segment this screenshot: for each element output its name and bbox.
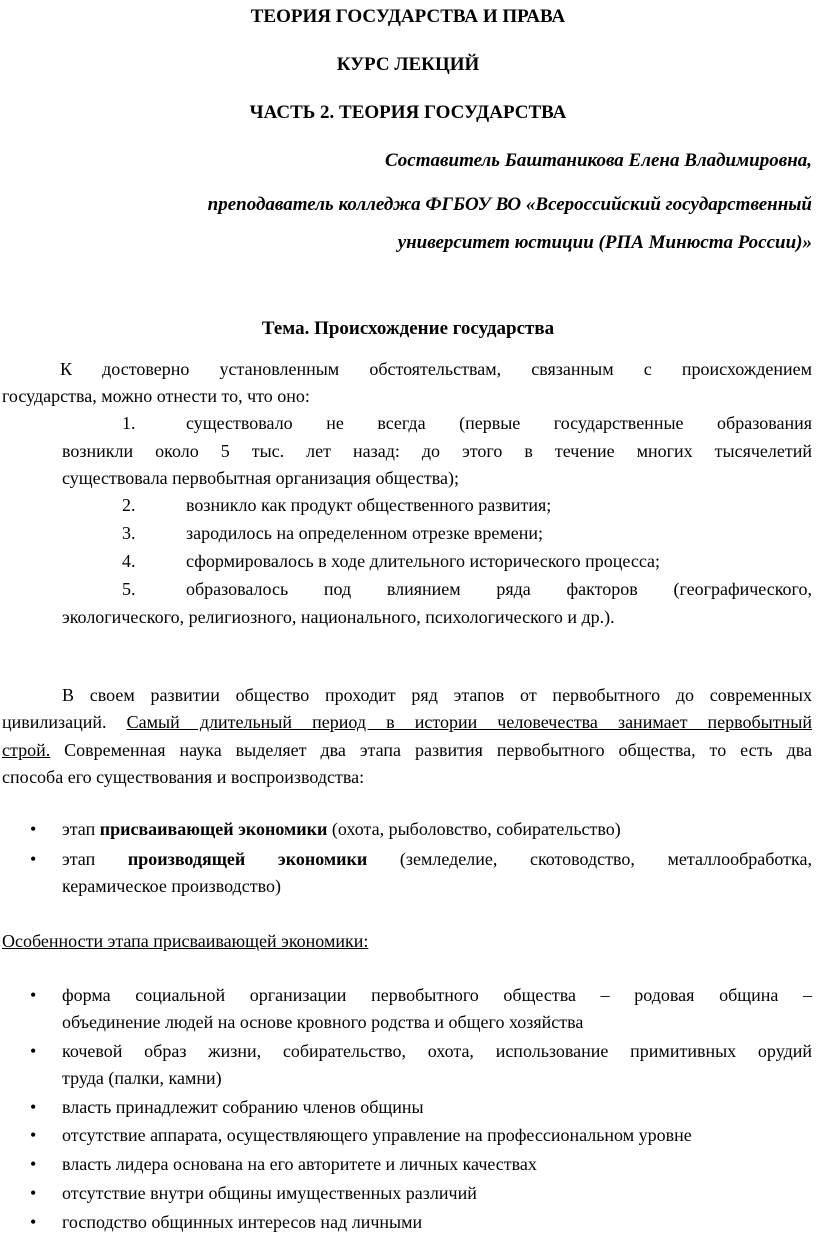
paragraph-text: цивилизаций. — [2, 712, 107, 732]
author-line-3: университет юстиции (РПА Минюста России)» — [397, 232, 812, 253]
list-item-text: существовало не всегда (первые государственные образования — [186, 413, 812, 433]
bullet-icon: • — [30, 1212, 37, 1232]
topic-heading: Тема. Происхождение государства — [261, 318, 555, 339]
list-item-text: образовалось под влиянием ряда факторов (географического, — [186, 579, 812, 599]
paragraph-line: В своем развитии общество проходит ряд этапов от первобытного до современных — [62, 685, 812, 705]
feature-item: кочевой образ жизни, собирательство, охота, использование примитивных орудий — [62, 1041, 812, 1061]
bullet-icon: • — [30, 1041, 37, 1061]
bullet-icon: • — [30, 849, 37, 869]
stage-rest: (охота, рыболовство, собирательство) — [331, 819, 621, 839]
bullet-icon: • — [30, 985, 37, 1005]
course-title: ТЕОРИЯ ГОСУДАРСТВА И ПРАВА — [250, 6, 566, 27]
part-title: ЧАСТЬ 2. ТЕОРИЯ ГОСУДАРСТВА — [249, 102, 567, 123]
stage-rest: (земледелие, скотоводство, металлообработка, — [399, 849, 813, 869]
bullet-icon: • — [30, 819, 37, 839]
list-item-text: зародилось на определенном отрезке времени; — [186, 523, 544, 543]
author-line-2: преподаватель колледжа ФГБОУ ВО «Всероссийский государственный — [207, 194, 812, 215]
list-number: 3. — [122, 523, 136, 543]
stage-bold: присваивающей экономики — [99, 819, 328, 839]
bullet-icon: • — [30, 1097, 37, 1117]
underlined-text: Самый длительный период в истории человечества занимает первобытный — [126, 712, 813, 732]
features-heading: Особенности этапа присваивающей экономики: — [2, 931, 369, 951]
feature-item: власть лидера основана на его авторитете и личных качествах — [62, 1154, 537, 1174]
list-number: 5. — [122, 579, 136, 599]
course-subtitle: КУРС ЛЕКЦИЙ — [336, 54, 480, 75]
underlined-text: строй. — [2, 740, 51, 760]
feature-item: власть принадлежит собранию членов общины — [62, 1097, 424, 1117]
stage-prefix: этап — [62, 849, 96, 869]
stage-item-cont: керамическое производство) — [62, 876, 281, 896]
feature-item-cont: труда (палки, камни) — [62, 1068, 222, 1088]
bullet-icon: • — [30, 1154, 37, 1174]
bullet-icon: • — [30, 1125, 37, 1145]
paragraph-line — [2, 735, 812, 765]
stage-item — [62, 814, 621, 844]
list-item-text: возникло как продукт общественного развития; — [186, 495, 552, 515]
list-item-text: существовала первобытная организация общества); — [62, 468, 460, 488]
feature-item: господство общинных интересов над личными — [62, 1212, 423, 1232]
intro-line-2: государства, можно отнести то, что оно: — [2, 386, 310, 406]
feature-item-cont: объединение людей на основе кровного родства и общего хозяйства — [62, 1012, 584, 1032]
paragraph-line — [2, 707, 812, 737]
author-line-1: Составитель Баштаникова Елена Владимировна, — [385, 150, 812, 171]
bullet-icon: • — [30, 1183, 37, 1203]
list-item-text: экологического, религиозного, национального, психологического и др.). — [62, 607, 615, 627]
stage-item — [62, 844, 812, 874]
paragraph-text: Современная наука выделяет два этапа развития первобытного общества, то есть два — [64, 740, 813, 760]
intro-line-1: К достоверно установленным обстоятельствам, связанным с происхождением — [60, 359, 812, 379]
list-item-text: возникли около 5 тыс. лет назад: до этого в течение многих тысячелетий — [62, 441, 812, 461]
list-number: 1. — [122, 413, 136, 433]
list-item-text: сформировалось в ходе длительного исторического процесса; — [186, 551, 661, 571]
stage-prefix: этап — [62, 819, 96, 839]
list-number: 2. — [122, 495, 136, 515]
feature-item: форма социальной организации первобытного общества – родовая община – — [62, 985, 812, 1005]
paragraph-line: способа его существования и воспроизводства: — [2, 767, 365, 787]
list-number: 4. — [122, 551, 136, 571]
feature-item: отсутствие внутри общины имущественных различий — [62, 1183, 477, 1203]
feature-item: отсутствие аппарата, осуществляющего управление на профессиональном уровне — [62, 1125, 692, 1145]
stage-bold: производящей экономики — [127, 849, 368, 869]
